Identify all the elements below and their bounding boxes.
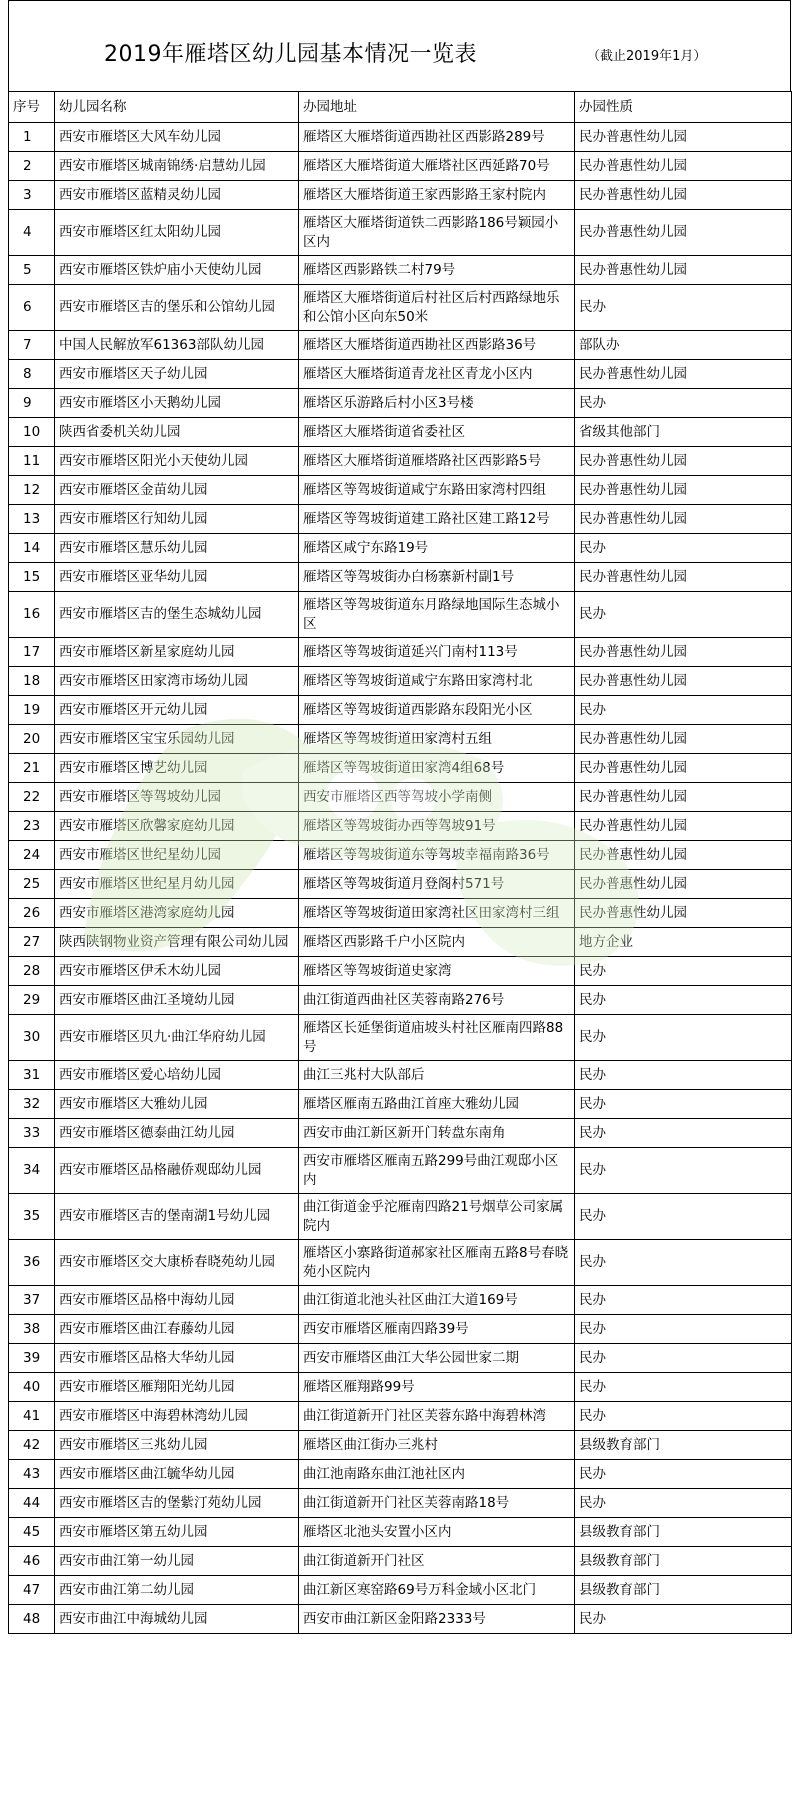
kindergarten-address: 雁塔区等驾坡街办白杨寨新村副1号: [299, 563, 575, 592]
table-row: [9, 331, 792, 360]
table-row: [9, 928, 792, 957]
header-cell-address: 办园地址: [299, 92, 575, 123]
header-cell-type: 办园性质: [575, 92, 792, 123]
kindergarten-address: 曲江街道西曲社区芙蓉南路276号: [299, 986, 575, 1015]
kindergarten-address: 雁塔区等驾坡街道田家湾村五组: [299, 725, 575, 754]
table-row: [9, 534, 792, 563]
table-row: [9, 152, 792, 181]
kindergarten-name: 西安市雁塔区品格融侨观邸幼儿园: [55, 1148, 299, 1194]
table-row: [9, 389, 792, 418]
table-row: [9, 1402, 792, 1431]
table-row: [9, 1431, 792, 1460]
kindergarten-name: 西安市雁塔区雁翔阳光幼儿园: [55, 1373, 299, 1402]
kindergarten-name: 西安市雁塔区吉的堡乐和公馆幼儿园: [55, 285, 299, 331]
row-index: 6: [9, 285, 55, 331]
kindergarten-name: 西安市雁塔区慧乐幼儿园: [55, 534, 299, 563]
kindergarten-type: 民办普惠性幼儿园: [575, 638, 792, 667]
kindergarten-name: 西安市曲江第二幼儿园: [55, 1576, 299, 1605]
kindergarten-name: 西安市雁塔区贝九·曲江华府幼儿园: [55, 1015, 299, 1061]
row-index: 15: [9, 563, 55, 592]
kindergarten-address: 雁塔区等驾坡街道建工路社区建工路12号: [299, 505, 575, 534]
table-row: [9, 505, 792, 534]
kindergarten-address: 西安市雁塔区曲江大华公园世家二期: [299, 1344, 575, 1373]
kindergarten-address: 曲江街道新开门社区: [299, 1547, 575, 1576]
kindergarten-address: 雁塔区等驾坡街道东等驾坡幸福南路36号: [299, 841, 575, 870]
kindergarten-type: 民办普惠性幼儿园: [575, 256, 792, 285]
table-row: [9, 476, 792, 505]
header-row: [9, 92, 792, 123]
table-row: [9, 957, 792, 986]
row-index: 4: [9, 210, 55, 256]
kindergarten-name: 西安市雁塔区行知幼儿园: [55, 505, 299, 534]
kindergarten-name: 西安市雁塔区亚华幼儿园: [55, 563, 299, 592]
row-index: 33: [9, 1119, 55, 1148]
row-index: 8: [9, 360, 55, 389]
row-index: 28: [9, 957, 55, 986]
kindergarten-address: 雁塔区大雁塔街道西勘社区西影路36号: [299, 331, 575, 360]
kindergarten-type: 民办: [575, 389, 792, 418]
kindergarten-name: 西安市雁塔区宝宝乐园幼儿园: [55, 725, 299, 754]
row-index: 32: [9, 1090, 55, 1119]
table-row: [9, 754, 792, 783]
table-row: [9, 1605, 792, 1634]
table-body: [9, 92, 792, 1634]
kindergarten-address: 雁塔区曲江街办三兆村: [299, 1431, 575, 1460]
kindergarten-type: 民办普惠性幼儿园: [575, 899, 792, 928]
row-index: 14: [9, 534, 55, 563]
row-index: 30: [9, 1015, 55, 1061]
kindergarten-type: 民办: [575, 285, 792, 331]
page-title: 2019年雁塔区幼儿园基本情况一览表: [104, 42, 477, 67]
kindergarten-address: 曲江街道北池头社区曲江大道169号: [299, 1286, 575, 1315]
kindergarten-type: 部队办: [575, 331, 792, 360]
kindergarten-address: 雁塔区乐游路后村小区3号楼: [299, 389, 575, 418]
row-index: 48: [9, 1605, 55, 1634]
row-index: 23: [9, 812, 55, 841]
kindergarten-name: 西安市雁塔区中海碧林湾幼儿园: [55, 1402, 299, 1431]
kindergarten-name: 西安市雁塔区等驾坡幼儿园: [55, 783, 299, 812]
page-subtitle: （截止2019年1月）: [587, 49, 707, 64]
kindergarten-address: 雁塔区等驾坡街道田家湾社区田家湾村三组: [299, 899, 575, 928]
table-row: [9, 1090, 792, 1119]
kindergarten-type: 民办: [575, 1286, 792, 1315]
row-index: 36: [9, 1240, 55, 1286]
kindergarten-type: 地方企业: [575, 928, 792, 957]
kindergarten-name: 西安市雁塔区吉的堡南湖1号幼儿园: [55, 1194, 299, 1240]
kindergarten-type: 民办: [575, 1460, 792, 1489]
kindergarten-address: 雁塔区大雁塔街道西勘社区西影路289号: [299, 123, 575, 152]
table-row: [9, 841, 792, 870]
table-row: [9, 1119, 792, 1148]
kindergarten-address: 西安市雁塔区雁南五路299号曲江观邸小区内: [299, 1148, 575, 1194]
table-row: [9, 1240, 792, 1286]
kindergarten-name: 西安市曲江第一幼儿园: [55, 1547, 299, 1576]
kindergarten-type: 民办: [575, 1240, 792, 1286]
kindergarten-address: 西安市雁塔区雁南四路39号: [299, 1315, 575, 1344]
row-index: 16: [9, 592, 55, 638]
row-index: 35: [9, 1194, 55, 1240]
kindergarten-name: 西安市雁塔区开元幼儿园: [55, 696, 299, 725]
kindergarten-name: 西安市雁塔区爱心培幼儿园: [55, 1061, 299, 1090]
table-row: [9, 123, 792, 152]
kindergarten-address: 西安市曲江新区新开门转盘东南角: [299, 1119, 575, 1148]
kindergarten-name: 西安市雁塔区铁炉庙小天使幼儿园: [55, 256, 299, 285]
kindergarten-address: 雁塔区等驾坡街道咸宁东路田家湾村北: [299, 667, 575, 696]
kindergarten-type: 民办: [575, 1061, 792, 1090]
table-row: [9, 812, 792, 841]
row-index: 25: [9, 870, 55, 899]
kindergarten-name: 西安市雁塔区曲江毓华幼儿园: [55, 1460, 299, 1489]
row-index: 38: [9, 1315, 55, 1344]
kindergarten-name: 西安市雁塔区金苗幼儿园: [55, 476, 299, 505]
table-row: [9, 1061, 792, 1090]
kindergarten-address: 雁塔区等驾坡街道西影路东段阳光小区: [299, 696, 575, 725]
kindergarten-name: 西安市雁塔区曲江春藤幼儿园: [55, 1315, 299, 1344]
row-index: 9: [9, 389, 55, 418]
table-row: [9, 360, 792, 389]
kindergarten-type: 民办: [575, 1090, 792, 1119]
row-index: 26: [9, 899, 55, 928]
table-row: [9, 696, 792, 725]
table-row: [9, 783, 792, 812]
row-index: 19: [9, 696, 55, 725]
kindergarten-address: 雁塔区等驾坡街道东月路绿地国际生态城小区: [299, 592, 575, 638]
table-row: [9, 285, 792, 331]
row-index: 47: [9, 1576, 55, 1605]
kindergarten-address: 雁塔区雁南五路曲江首座大雅幼儿园: [299, 1090, 575, 1119]
table-row: [9, 1460, 792, 1489]
kindergarten-type: 民办普惠性幼儿园: [575, 505, 792, 534]
kindergarten-name: 陕西陕钢物业资产管理有限公司幼儿园: [55, 928, 299, 957]
kindergarten-address: 雁塔区等驾坡街道延兴门南村113号: [299, 638, 575, 667]
table-row: [9, 1489, 792, 1518]
kindergarten-type: 民办普惠性幼儿园: [575, 563, 792, 592]
table-row: [9, 725, 792, 754]
table-row: [9, 563, 792, 592]
kindergarten-type: 民办: [575, 1373, 792, 1402]
kindergarten-address: 曲江三兆村大队部后: [299, 1061, 575, 1090]
row-index: 20: [9, 725, 55, 754]
kindergarten-name: 西安市雁塔区大风车幼儿园: [55, 123, 299, 152]
kindergarten-type: 民办: [575, 534, 792, 563]
kindergarten-name: 西安市雁塔区吉的堡紫汀苑幼儿园: [55, 1489, 299, 1518]
row-index: 13: [9, 505, 55, 534]
kindergarten-name: 西安市雁塔区曲江圣境幼儿园: [55, 986, 299, 1015]
kindergarten-type: 县级教育部门: [575, 1431, 792, 1460]
kindergarten-address: 雁塔区雁翔路99号: [299, 1373, 575, 1402]
table-row: [9, 210, 792, 256]
kindergarten-address: 雁塔区等驾坡街道田家湾4组68号: [299, 754, 575, 783]
kindergarten-name: 西安市雁塔区品格中海幼儿园: [55, 1286, 299, 1315]
kindergarten-type: 民办普惠性幼儿园: [575, 152, 792, 181]
table-row: [9, 1518, 792, 1547]
kindergarten-name: 西安市雁塔区第五幼儿园: [55, 1518, 299, 1547]
kindergarten-name: 西安市雁塔区吉的堡生态城幼儿园: [55, 592, 299, 638]
header-cell-name: 幼儿园名称: [55, 92, 299, 123]
kindergarten-type: 民办: [575, 957, 792, 986]
row-index: 46: [9, 1547, 55, 1576]
row-index: 40: [9, 1373, 55, 1402]
kindergarten-type: 县级教育部门: [575, 1518, 792, 1547]
kindergarten-type: 民办: [575, 1148, 792, 1194]
kindergarten-name: 西安市雁塔区蓝精灵幼儿园: [55, 181, 299, 210]
table-row: [9, 181, 792, 210]
kindergarten-type: 民办: [575, 986, 792, 1015]
kindergarten-type: 民办普惠性幼儿园: [575, 725, 792, 754]
kindergarten-name: 西安市雁塔区品格大华幼儿园: [55, 1344, 299, 1373]
table-row: [9, 256, 792, 285]
table-row: [9, 1547, 792, 1576]
row-index: 37: [9, 1286, 55, 1315]
kindergarten-name: 西安市雁塔区港湾家庭幼儿园: [55, 899, 299, 928]
row-index: 27: [9, 928, 55, 957]
kindergarten-name: 西安市雁塔区博艺幼儿园: [55, 754, 299, 783]
kindergarten-type: 民办普惠性幼儿园: [575, 360, 792, 389]
kindergarten-address: 曲江街道新开门社区芙蓉东路中海碧林湾: [299, 1402, 575, 1431]
kindergarten-address: 曲江街道金乎沱雁南四路21号烟草公司家属院内: [299, 1194, 575, 1240]
kindergarten-name: 西安市雁塔区交大康桥春晓苑幼儿园: [55, 1240, 299, 1286]
kindergarten-name: 西安市雁塔区世纪星幼儿园: [55, 841, 299, 870]
row-index: 24: [9, 841, 55, 870]
kindergarten-type: 民办: [575, 696, 792, 725]
kindergarten-name: 西安市雁塔区德泰曲江幼儿园: [55, 1119, 299, 1148]
table-row: [9, 592, 792, 638]
row-index: 21: [9, 754, 55, 783]
kindergarten-name: 西安市雁塔区世纪星月幼儿园: [55, 870, 299, 899]
kindergarten-type: 民办普惠性幼儿园: [575, 667, 792, 696]
kindergarten-type: 民办: [575, 1344, 792, 1373]
kindergarten-name: 西安市雁塔区伊禾木幼儿园: [55, 957, 299, 986]
table-row: [9, 638, 792, 667]
kindergarten-name: 西安市雁塔区红太阳幼儿园: [55, 210, 299, 256]
kindergarten-address: 雁塔区等驾坡街办西等驾坡91号: [299, 812, 575, 841]
row-index: 22: [9, 783, 55, 812]
row-index: 39: [9, 1344, 55, 1373]
kindergarten-name: 西安市曲江中海城幼儿园: [55, 1605, 299, 1634]
table-row: [9, 1286, 792, 1315]
row-index: 18: [9, 667, 55, 696]
kindergarten-type: 民办: [575, 1489, 792, 1518]
kindergarten-type: 民办普惠性幼儿园: [575, 870, 792, 899]
kindergarten-type: 县级教育部门: [575, 1576, 792, 1605]
kindergarten-table: [8, 91, 792, 1634]
kindergarten-address: 曲江新区寒窑路69号万科金域小区北门: [299, 1576, 575, 1605]
row-index: 7: [9, 331, 55, 360]
row-index: 5: [9, 256, 55, 285]
kindergarten-type: 民办普惠性幼儿园: [575, 476, 792, 505]
kindergarten-address: 雁塔区等驾坡街道咸宁东路田家湾村四组: [299, 476, 575, 505]
kindergarten-address: 雁塔区等驾坡街道月登阁村571号: [299, 870, 575, 899]
kindergarten-address: 曲江池南路东曲江池社区内: [299, 1460, 575, 1489]
kindergarten-address: 雁塔区等驾坡街道史家湾: [299, 957, 575, 986]
kindergarten-name: 西安市雁塔区阳光小天使幼儿园: [55, 447, 299, 476]
kindergarten-name: 西安市雁塔区城南锦绣·启慧幼儿园: [55, 152, 299, 181]
kindergarten-type: 民办: [575, 1605, 792, 1634]
kindergarten-address: 西安市雁塔区西等驾坡小学南侧: [299, 783, 575, 812]
kindergarten-type: 县级教育部门: [575, 1547, 792, 1576]
kindergarten-type: 民办普惠性幼儿园: [575, 447, 792, 476]
row-index: 42: [9, 1431, 55, 1460]
kindergarten-address: 雁塔区大雁塔街道省委社区: [299, 418, 575, 447]
kindergarten-address: 曲江街道新开门社区芙蓉南路18号: [299, 1489, 575, 1518]
kindergarten-name: 中国人民解放军61363部队幼儿园: [55, 331, 299, 360]
row-index: 41: [9, 1402, 55, 1431]
row-index: 12: [9, 476, 55, 505]
table-row: [9, 1576, 792, 1605]
table-row: [9, 1148, 792, 1194]
kindergarten-type: 民办: [575, 1315, 792, 1344]
kindergarten-address: 雁塔区小寨路街道郝家社区雁南五路8号春晓苑小区院内: [299, 1240, 575, 1286]
row-index: 10: [9, 418, 55, 447]
table-row: [9, 418, 792, 447]
kindergarten-type: 民办: [575, 592, 792, 638]
table-row: [9, 1315, 792, 1344]
kindergarten-type: 民办: [575, 1119, 792, 1148]
table-row: [9, 1194, 792, 1240]
row-index: 29: [9, 986, 55, 1015]
kindergarten-address: 雁塔区咸宁东路19号: [299, 534, 575, 563]
table-row: [9, 1344, 792, 1373]
row-index: 45: [9, 1518, 55, 1547]
kindergarten-address: 雁塔区大雁塔街道后村社区后村西路绿地乐和公馆小区向东50米: [299, 285, 575, 331]
kindergarten-address: 雁塔区长延堡街道庙坡头村社区雁南四路88号: [299, 1015, 575, 1061]
kindergarten-name: 西安市雁塔区新星家庭幼儿园: [55, 638, 299, 667]
kindergarten-name: 西安市雁塔区欣馨家庭幼儿园: [55, 812, 299, 841]
kindergarten-name: 西安市雁塔区三兆幼儿园: [55, 1431, 299, 1460]
kindergarten-address: 雁塔区大雁塔街道大雁塔社区西延路70号: [299, 152, 575, 181]
title-area: [8, 0, 791, 91]
row-index: 11: [9, 447, 55, 476]
header-cell-index: 序号: [9, 92, 55, 123]
row-index: 1: [9, 123, 55, 152]
kindergarten-name: 西安市雁塔区天子幼儿园: [55, 360, 299, 389]
table-row: [9, 899, 792, 928]
kindergarten-address: 雁塔区大雁塔街道铁二西影路186号颖园小区内: [299, 210, 575, 256]
kindergarten-address: 雁塔区西影路铁二村79号: [299, 256, 575, 285]
kindergarten-type: 民办: [575, 1402, 792, 1431]
kindergarten-type: 民办普惠性幼儿园: [575, 812, 792, 841]
kindergarten-type: 民办普惠性幼儿园: [575, 210, 792, 256]
kindergarten-type: 民办: [575, 1194, 792, 1240]
kindergarten-name: 陕西省委机关幼儿园: [55, 418, 299, 447]
row-index: 17: [9, 638, 55, 667]
kindergarten-name: 西安市雁塔区大雅幼儿园: [55, 1090, 299, 1119]
kindergarten-type: 民办: [575, 1015, 792, 1061]
row-index: 2: [9, 152, 55, 181]
kindergarten-name: 西安市雁塔区小天鹅幼儿园: [55, 389, 299, 418]
table-row: [9, 1015, 792, 1061]
row-index: 44: [9, 1489, 55, 1518]
kindergarten-type: 民办普惠性幼儿园: [575, 841, 792, 870]
kindergarten-type: 民办普惠性幼儿园: [575, 181, 792, 210]
table-row: [9, 1373, 792, 1402]
table-row: [9, 986, 792, 1015]
kindergarten-type: 省级其他部门: [575, 418, 792, 447]
kindergarten-address: 雁塔区大雁塔街道王家西影路王家村院内: [299, 181, 575, 210]
row-index: 34: [9, 1148, 55, 1194]
kindergarten-type: 民办普惠性幼儿园: [575, 123, 792, 152]
kindergarten-address: 雁塔区大雁塔街道雁塔路社区西影路5号: [299, 447, 575, 476]
row-index: 43: [9, 1460, 55, 1489]
kindergarten-type: 民办普惠性幼儿园: [575, 783, 792, 812]
kindergarten-address: 西安市曲江新区金阳路2333号: [299, 1605, 575, 1634]
kindergarten-name: 西安市雁塔区田家湾市场幼儿园: [55, 667, 299, 696]
table-row: [9, 870, 792, 899]
table-row: [9, 447, 792, 476]
kindergarten-address: 雁塔区西影路千户小区院内: [299, 928, 575, 957]
kindergarten-address: 雁塔区大雁塔街道青龙社区青龙小区内: [299, 360, 575, 389]
kindergarten-type: 民办普惠性幼儿园: [575, 754, 792, 783]
spreadsheet-sheet: [8, 0, 791, 1634]
row-index: 3: [9, 181, 55, 210]
kindergarten-address: 雁塔区北池头安置小区内: [299, 1518, 575, 1547]
row-index: 31: [9, 1061, 55, 1090]
table-row: [9, 667, 792, 696]
